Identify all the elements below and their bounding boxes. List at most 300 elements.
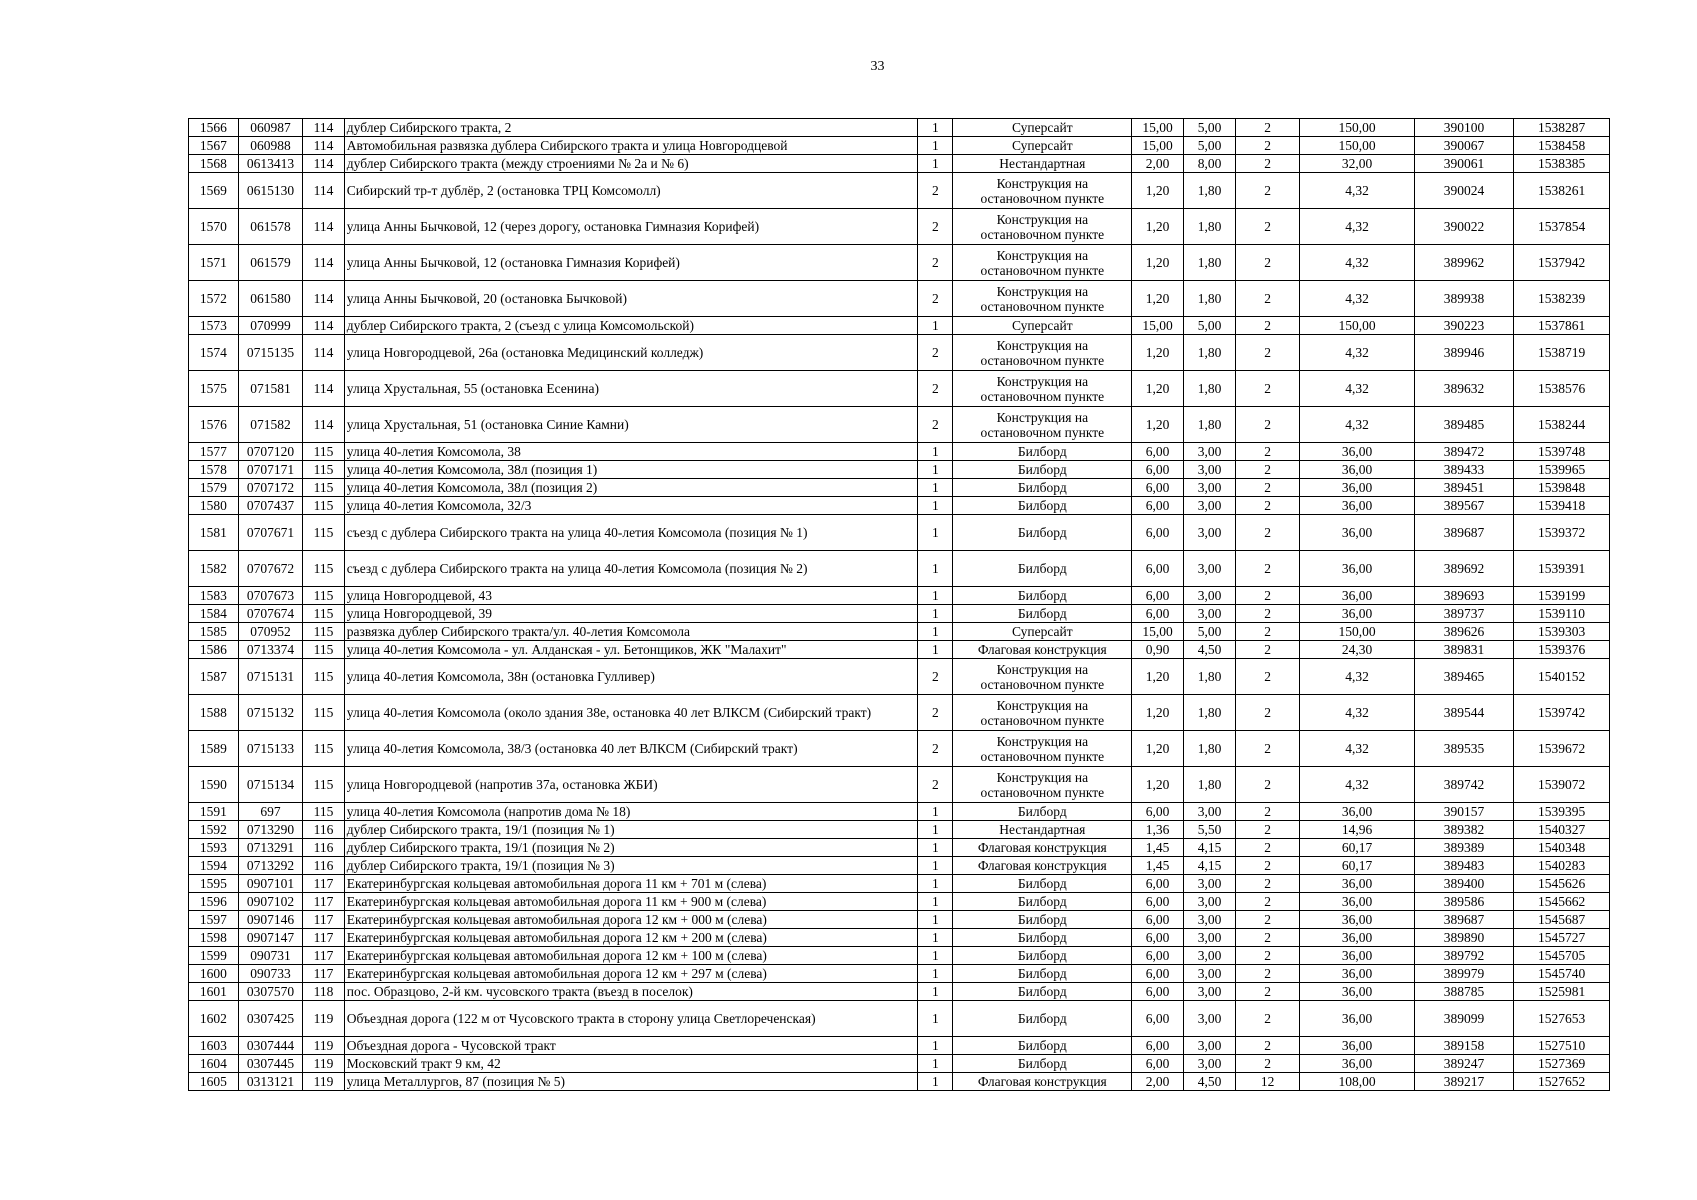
construction-type-cell: Билборд — [953, 947, 1132, 965]
width-cell: 1,20 — [1132, 335, 1184, 371]
coord-x-cell: 389792 — [1414, 947, 1514, 965]
construction-type-cell: Конструкция на остановочном пункте — [953, 281, 1132, 317]
coord-y-cell: 1545662 — [1514, 893, 1610, 911]
sides-count-cell: 1 — [918, 461, 953, 479]
zone-code-cell: 119 — [303, 1037, 345, 1055]
sides-count-cell: 2 — [918, 371, 953, 407]
area-cell: 108,00 — [1300, 1073, 1414, 1091]
address-cell: Екатеринбургская кольцевая автомобильная дорога 12 км + 000 м (слева) — [344, 911, 917, 929]
width-cell: 6,00 — [1132, 587, 1184, 605]
coord-y-cell: 1539742 — [1514, 695, 1610, 731]
zone-code-cell: 117 — [303, 947, 345, 965]
address-cell: улица 40-летия Комсомола, 38 — [344, 443, 917, 461]
row-number-cell: 1576 — [189, 407, 239, 443]
address-cell: Екатеринбургская кольцевая автомобильная дорога 12 км + 297 м (слева) — [344, 965, 917, 983]
height-cell: 5,50 — [1184, 821, 1236, 839]
sides-count-cell: 1 — [918, 821, 953, 839]
construction-type-cell: Конструкция на остановочном пункте — [953, 371, 1132, 407]
side-count-cell: 2 — [1235, 335, 1299, 371]
row-number-cell: 1595 — [189, 875, 239, 893]
sides-count-cell: 1 — [918, 317, 953, 335]
address-cell: улица Хрустальная, 55 (остановка Есенина) — [344, 371, 917, 407]
row-number-cell: 1592 — [189, 821, 239, 839]
side-count-cell: 2 — [1235, 947, 1299, 965]
coord-x-cell: 389433 — [1414, 461, 1514, 479]
row-number-cell: 1585 — [189, 623, 239, 641]
height-cell: 3,00 — [1184, 1055, 1236, 1073]
row-number-cell: 1593 — [189, 839, 239, 857]
table-row — [189, 497, 1610, 515]
table-row — [189, 1001, 1610, 1037]
row-number-cell: 1600 — [189, 965, 239, 983]
address-cell: улица Новгородцевой, 26а (остановка Медицинский колледж) — [344, 335, 917, 371]
height-cell: 4,15 — [1184, 839, 1236, 857]
coord-y-cell: 1538261 — [1514, 173, 1610, 209]
coord-x-cell: 389979 — [1414, 965, 1514, 983]
address-cell: дублер Сибирского тракта, 19/1 (позиция № 2) — [344, 839, 917, 857]
construction-type-cell: Конструкция на остановочном пункте — [953, 335, 1132, 371]
row-number-cell: 1589 — [189, 731, 239, 767]
coord-x-cell: 389535 — [1414, 731, 1514, 767]
sides-count-cell: 1 — [918, 497, 953, 515]
row-number-cell: 1599 — [189, 947, 239, 965]
width-cell: 1,36 — [1132, 821, 1184, 839]
height-cell: 1,80 — [1184, 407, 1236, 443]
coord-y-cell: 1540152 — [1514, 659, 1610, 695]
coord-x-cell: 389472 — [1414, 443, 1514, 461]
side-count-cell: 2 — [1235, 659, 1299, 695]
construction-type-cell: Билборд — [953, 461, 1132, 479]
zone-code-cell: 115 — [303, 659, 345, 695]
coord-x-cell: 389382 — [1414, 821, 1514, 839]
coord-y-cell: 1539110 — [1514, 605, 1610, 623]
width-cell: 6,00 — [1132, 515, 1184, 551]
side-count-cell: 2 — [1235, 1001, 1299, 1037]
page-number: 33 — [870, 59, 885, 74]
coord-y-cell: 1539391 — [1514, 551, 1610, 587]
coord-x-cell: 390024 — [1414, 173, 1514, 209]
sides-count-cell: 1 — [918, 137, 953, 155]
table-row — [189, 605, 1610, 623]
construction-type-cell: Билборд — [953, 803, 1132, 821]
construction-type-cell: Билборд — [953, 929, 1132, 947]
address-cell: улица Хрустальная, 51 (остановка Синие Камни) — [344, 407, 917, 443]
side-count-cell: 2 — [1235, 857, 1299, 875]
side-count-cell: 2 — [1235, 821, 1299, 839]
height-cell: 3,00 — [1184, 803, 1236, 821]
construction-code-cell: 061579 — [238, 245, 302, 281]
height-cell: 8,00 — [1184, 155, 1236, 173]
table-row — [189, 947, 1610, 965]
address-cell: улица Новгородцевой (напротив 37а, остановка ЖБИ) — [344, 767, 917, 803]
height-cell: 3,00 — [1184, 551, 1236, 587]
sides-count-cell: 1 — [918, 605, 953, 623]
area-cell: 4,32 — [1300, 245, 1414, 281]
construction-type-cell: Конструкция на остановочном пункте — [953, 695, 1132, 731]
height-cell: 5,00 — [1184, 317, 1236, 335]
table-row — [189, 155, 1610, 173]
width-cell: 6,00 — [1132, 1037, 1184, 1055]
width-cell: 6,00 — [1132, 929, 1184, 947]
coord-y-cell: 1537861 — [1514, 317, 1610, 335]
zone-code-cell: 114 — [303, 137, 345, 155]
sides-count-cell: 2 — [918, 659, 953, 695]
width-cell: 15,00 — [1132, 317, 1184, 335]
row-number-cell: 1587 — [189, 659, 239, 695]
height-cell: 3,00 — [1184, 965, 1236, 983]
side-count-cell: 2 — [1235, 695, 1299, 731]
coord-y-cell: 1538719 — [1514, 335, 1610, 371]
sides-count-cell: 1 — [918, 551, 953, 587]
table-row — [189, 623, 1610, 641]
area-cell: 4,32 — [1300, 731, 1414, 767]
construction-code-cell: 0707120 — [238, 443, 302, 461]
zone-code-cell: 116 — [303, 857, 345, 875]
construction-type-cell: Билборд — [953, 965, 1132, 983]
side-count-cell: 2 — [1235, 983, 1299, 1001]
address-cell: Екатеринбургская кольцевая автомобильная дорога 11 км + 701 м (слева) — [344, 875, 917, 893]
coord-y-cell: 1539395 — [1514, 803, 1610, 821]
construction-type-cell: Флаговая конструкция — [953, 857, 1132, 875]
row-number-cell: 1570 — [189, 209, 239, 245]
sides-count-cell: 2 — [918, 281, 953, 317]
table-row — [189, 641, 1610, 659]
construction-type-cell: Суперсайт — [953, 119, 1132, 137]
sides-count-cell: 2 — [918, 245, 953, 281]
height-cell: 1,80 — [1184, 209, 1236, 245]
construction-type-cell: Конструкция на остановочном пункте — [953, 245, 1132, 281]
construction-type-cell: Билборд — [953, 605, 1132, 623]
side-count-cell: 2 — [1235, 587, 1299, 605]
address-cell: съезд с дублера Сибирского тракта на улица 40-летия Комсомола (позиция № 1) — [344, 515, 917, 551]
area-cell: 60,17 — [1300, 857, 1414, 875]
construction-code-cell: 0307425 — [238, 1001, 302, 1037]
sides-count-cell: 1 — [918, 983, 953, 1001]
construction-code-cell: 071581 — [238, 371, 302, 407]
coord-x-cell: 388785 — [1414, 983, 1514, 1001]
area-cell: 36,00 — [1300, 1001, 1414, 1037]
side-count-cell: 2 — [1235, 155, 1299, 173]
area-cell: 36,00 — [1300, 461, 1414, 479]
construction-type-cell: Билборд — [953, 497, 1132, 515]
coord-y-cell: 1538458 — [1514, 137, 1610, 155]
zone-code-cell: 114 — [303, 209, 345, 245]
side-count-cell: 2 — [1235, 875, 1299, 893]
table-row — [189, 1037, 1610, 1055]
sides-count-cell: 1 — [918, 929, 953, 947]
zone-code-cell: 115 — [303, 767, 345, 803]
side-count-cell: 2 — [1235, 623, 1299, 641]
coord-y-cell: 1545626 — [1514, 875, 1610, 893]
row-number-cell: 1575 — [189, 371, 239, 407]
area-cell: 36,00 — [1300, 911, 1414, 929]
width-cell: 2,00 — [1132, 155, 1184, 173]
coord-x-cell: 389692 — [1414, 551, 1514, 587]
zone-code-cell: 114 — [303, 173, 345, 209]
width-cell: 6,00 — [1132, 803, 1184, 821]
side-count-cell: 2 — [1235, 443, 1299, 461]
coord-x-cell: 389586 — [1414, 893, 1514, 911]
coord-x-cell: 389626 — [1414, 623, 1514, 641]
side-count-cell: 2 — [1235, 605, 1299, 623]
row-number-cell: 1590 — [189, 767, 239, 803]
address-cell: Московский тракт 9 км, 42 — [344, 1055, 917, 1073]
area-cell: 36,00 — [1300, 983, 1414, 1001]
height-cell: 5,00 — [1184, 137, 1236, 155]
side-count-cell: 2 — [1235, 641, 1299, 659]
coord-x-cell: 389687 — [1414, 911, 1514, 929]
row-number-cell: 1605 — [189, 1073, 239, 1091]
construction-type-cell: Билборд — [953, 515, 1132, 551]
construction-code-cell: 0307570 — [238, 983, 302, 1001]
row-number-cell: 1596 — [189, 893, 239, 911]
area-cell: 36,00 — [1300, 965, 1414, 983]
address-cell: Объездная дорога - Чусовской тракт — [344, 1037, 917, 1055]
sides-count-cell: 2 — [918, 335, 953, 371]
construction-type-cell: Билборд — [953, 479, 1132, 497]
construction-code-cell: 070999 — [238, 317, 302, 335]
coord-x-cell: 390061 — [1414, 155, 1514, 173]
height-cell: 4,50 — [1184, 1073, 1236, 1091]
side-count-cell: 2 — [1235, 281, 1299, 317]
height-cell: 5,00 — [1184, 119, 1236, 137]
construction-code-cell: 0715131 — [238, 659, 302, 695]
zone-code-cell: 114 — [303, 245, 345, 281]
coord-x-cell: 389742 — [1414, 767, 1514, 803]
coord-y-cell: 1538385 — [1514, 155, 1610, 173]
construction-type-cell: Суперсайт — [953, 317, 1132, 335]
table-row — [189, 515, 1610, 551]
address-cell: улица 40-летия Комсомола, 38/3 (остановка 40 лет ВЛКСМ (Сибирский тракт) — [344, 731, 917, 767]
construction-code-cell: 0707171 — [238, 461, 302, 479]
area-cell: 36,00 — [1300, 515, 1414, 551]
construction-code-cell: 0615130 — [238, 173, 302, 209]
side-count-cell: 2 — [1235, 245, 1299, 281]
area-cell: 24,30 — [1300, 641, 1414, 659]
width-cell: 1,20 — [1132, 245, 1184, 281]
width-cell: 6,00 — [1132, 911, 1184, 929]
width-cell: 15,00 — [1132, 119, 1184, 137]
sides-count-cell: 1 — [918, 155, 953, 173]
address-cell: пос. Образцово, 2-й км. чусовского тракта (въезд в поселок) — [344, 983, 917, 1001]
height-cell: 3,00 — [1184, 515, 1236, 551]
row-number-cell: 1577 — [189, 443, 239, 461]
construction-type-cell: Билборд — [953, 983, 1132, 1001]
side-count-cell: 2 — [1235, 515, 1299, 551]
construction-code-cell: 0713374 — [238, 641, 302, 659]
side-count-cell: 2 — [1235, 497, 1299, 515]
sides-count-cell: 1 — [918, 515, 953, 551]
construction-type-cell: Билборд — [953, 911, 1132, 929]
address-cell: улица 40-летия Комсомола, 32/3 — [344, 497, 917, 515]
construction-code-cell: 0707672 — [238, 551, 302, 587]
address-cell: Екатеринбургская кольцевая автомобильная дорога 12 км + 100 м (слева) — [344, 947, 917, 965]
address-cell: развязка дублер Сибирского тракта/ул. 40-летия Комсомола — [344, 623, 917, 641]
coord-y-cell: 1537854 — [1514, 209, 1610, 245]
coord-y-cell: 1539376 — [1514, 641, 1610, 659]
width-cell: 15,00 — [1132, 137, 1184, 155]
construction-type-cell: Конструкция на остановочном пункте — [953, 407, 1132, 443]
height-cell: 3,00 — [1184, 1001, 1236, 1037]
construction-code-cell: 0307445 — [238, 1055, 302, 1073]
zone-code-cell: 116 — [303, 821, 345, 839]
height-cell: 1,80 — [1184, 371, 1236, 407]
table-row — [189, 965, 1610, 983]
height-cell: 1,80 — [1184, 335, 1236, 371]
side-count-cell: 2 — [1235, 173, 1299, 209]
zone-code-cell: 114 — [303, 335, 345, 371]
row-number-cell: 1603 — [189, 1037, 239, 1055]
table-row — [189, 767, 1610, 803]
coord-x-cell: 389158 — [1414, 1037, 1514, 1055]
height-cell: 3,00 — [1184, 605, 1236, 623]
coord-y-cell: 1539303 — [1514, 623, 1610, 641]
coord-y-cell: 1538576 — [1514, 371, 1610, 407]
area-cell: 4,32 — [1300, 695, 1414, 731]
height-cell: 3,00 — [1184, 983, 1236, 1001]
row-number-cell: 1586 — [189, 641, 239, 659]
sides-count-cell: 1 — [918, 965, 953, 983]
coord-x-cell: 389400 — [1414, 875, 1514, 893]
address-cell: улица Новгородцевой, 43 — [344, 587, 917, 605]
table-row — [189, 821, 1610, 839]
construction-code-cell: 0707674 — [238, 605, 302, 623]
coord-x-cell: 389946 — [1414, 335, 1514, 371]
sides-count-cell: 1 — [918, 911, 953, 929]
construction-type-cell: Суперсайт — [953, 137, 1132, 155]
zone-code-cell: 117 — [303, 875, 345, 893]
area-cell: 4,32 — [1300, 281, 1414, 317]
area-cell: 4,32 — [1300, 407, 1414, 443]
side-count-cell: 2 — [1235, 317, 1299, 335]
construction-code-cell: 0713292 — [238, 857, 302, 875]
coord-y-cell: 1527369 — [1514, 1055, 1610, 1073]
construction-code-cell: 0907147 — [238, 929, 302, 947]
height-cell: 1,80 — [1184, 245, 1236, 281]
table-row — [189, 209, 1610, 245]
coord-x-cell: 389099 — [1414, 1001, 1514, 1037]
construction-code-cell: 060987 — [238, 119, 302, 137]
area-cell: 60,17 — [1300, 839, 1414, 857]
zone-code-cell: 119 — [303, 1055, 345, 1073]
construction-code-cell: 0907101 — [238, 875, 302, 893]
row-number-cell: 1597 — [189, 911, 239, 929]
coord-y-cell: 1539072 — [1514, 767, 1610, 803]
zone-code-cell: 117 — [303, 893, 345, 911]
side-count-cell: 2 — [1235, 965, 1299, 983]
width-cell: 6,00 — [1132, 893, 1184, 911]
address-cell: дублер Сибирского тракта (между строениями № 2а и № 6) — [344, 155, 917, 173]
row-number-cell: 1584 — [189, 605, 239, 623]
coord-x-cell: 389451 — [1414, 479, 1514, 497]
sides-count-cell: 1 — [918, 479, 953, 497]
width-cell: 1,20 — [1132, 695, 1184, 731]
construction-code-cell: 0707673 — [238, 587, 302, 605]
row-number-cell: 1594 — [189, 857, 239, 875]
sides-count-cell: 1 — [918, 119, 953, 137]
width-cell: 1,20 — [1132, 407, 1184, 443]
coord-x-cell: 389962 — [1414, 245, 1514, 281]
sides-count-cell: 1 — [918, 587, 953, 605]
width-cell: 6,00 — [1132, 875, 1184, 893]
height-cell: 1,80 — [1184, 695, 1236, 731]
side-count-cell: 2 — [1235, 893, 1299, 911]
table-row — [189, 695, 1610, 731]
width-cell: 1,20 — [1132, 173, 1184, 209]
construction-type-cell: Билборд — [953, 587, 1132, 605]
zone-code-cell: 114 — [303, 371, 345, 407]
height-cell: 1,80 — [1184, 659, 1236, 695]
construction-code-cell: 0707172 — [238, 479, 302, 497]
area-cell: 36,00 — [1300, 1055, 1414, 1073]
height-cell: 1,80 — [1184, 731, 1236, 767]
area-cell: 4,32 — [1300, 659, 1414, 695]
zone-code-cell: 115 — [303, 479, 345, 497]
width-cell: 6,00 — [1132, 983, 1184, 1001]
coord-y-cell: 1527510 — [1514, 1037, 1610, 1055]
construction-type-cell: Флаговая конструкция — [953, 1073, 1132, 1091]
table-row — [189, 281, 1610, 317]
coord-y-cell: 1540327 — [1514, 821, 1610, 839]
height-cell: 1,80 — [1184, 281, 1236, 317]
coord-y-cell: 1539372 — [1514, 515, 1610, 551]
zone-code-cell: 115 — [303, 443, 345, 461]
zone-code-cell: 118 — [303, 983, 345, 1001]
coord-x-cell: 389483 — [1414, 857, 1514, 875]
construction-type-cell: Флаговая конструкция — [953, 839, 1132, 857]
sides-count-cell: 1 — [918, 1037, 953, 1055]
construction-code-cell: 0907102 — [238, 893, 302, 911]
sides-count-cell: 2 — [918, 209, 953, 245]
construction-code-cell: 090731 — [238, 947, 302, 965]
row-number-cell: 1566 — [189, 119, 239, 137]
sides-count-cell: 1 — [918, 839, 953, 857]
side-count-cell: 2 — [1235, 407, 1299, 443]
coord-y-cell: 1539965 — [1514, 461, 1610, 479]
address-cell: дублер Сибирского тракта, 2 — [344, 119, 917, 137]
address-cell: улица 40-летия Комсомола, 38л (позиция 1) — [344, 461, 917, 479]
width-cell: 2,00 — [1132, 1073, 1184, 1091]
construction-code-cell: 0715135 — [238, 335, 302, 371]
address-cell: Екатеринбургская кольцевая автомобильная дорога 11 км + 900 м (слева) — [344, 893, 917, 911]
address-cell: дублер Сибирского тракта, 19/1 (позиция № 1) — [344, 821, 917, 839]
address-cell: улица Анны Бычковой, 20 (остановка Бычковой) — [344, 281, 917, 317]
coord-x-cell: 389567 — [1414, 497, 1514, 515]
coord-x-cell: 389687 — [1414, 515, 1514, 551]
sides-count-cell: 1 — [918, 947, 953, 965]
table-row — [189, 1055, 1610, 1073]
sides-count-cell: 1 — [918, 641, 953, 659]
width-cell: 6,00 — [1132, 605, 1184, 623]
side-count-cell: 2 — [1235, 803, 1299, 821]
table-row — [189, 371, 1610, 407]
construction-type-cell: Билборд — [953, 551, 1132, 587]
height-cell: 3,00 — [1184, 479, 1236, 497]
area-cell: 36,00 — [1300, 875, 1414, 893]
coord-y-cell: 1539418 — [1514, 497, 1610, 515]
table-row — [189, 335, 1610, 371]
height-cell: 3,00 — [1184, 929, 1236, 947]
construction-code-cell: 0613413 — [238, 155, 302, 173]
coord-x-cell: 389217 — [1414, 1073, 1514, 1091]
coord-y-cell: 1525981 — [1514, 983, 1610, 1001]
table-row — [189, 731, 1610, 767]
area-cell: 14,96 — [1300, 821, 1414, 839]
zone-code-cell: 115 — [303, 587, 345, 605]
address-cell: съезд с дублера Сибирского тракта на улица 40-летия Комсомола (позиция № 2) — [344, 551, 917, 587]
width-cell: 15,00 — [1132, 623, 1184, 641]
row-number-cell: 1572 — [189, 281, 239, 317]
